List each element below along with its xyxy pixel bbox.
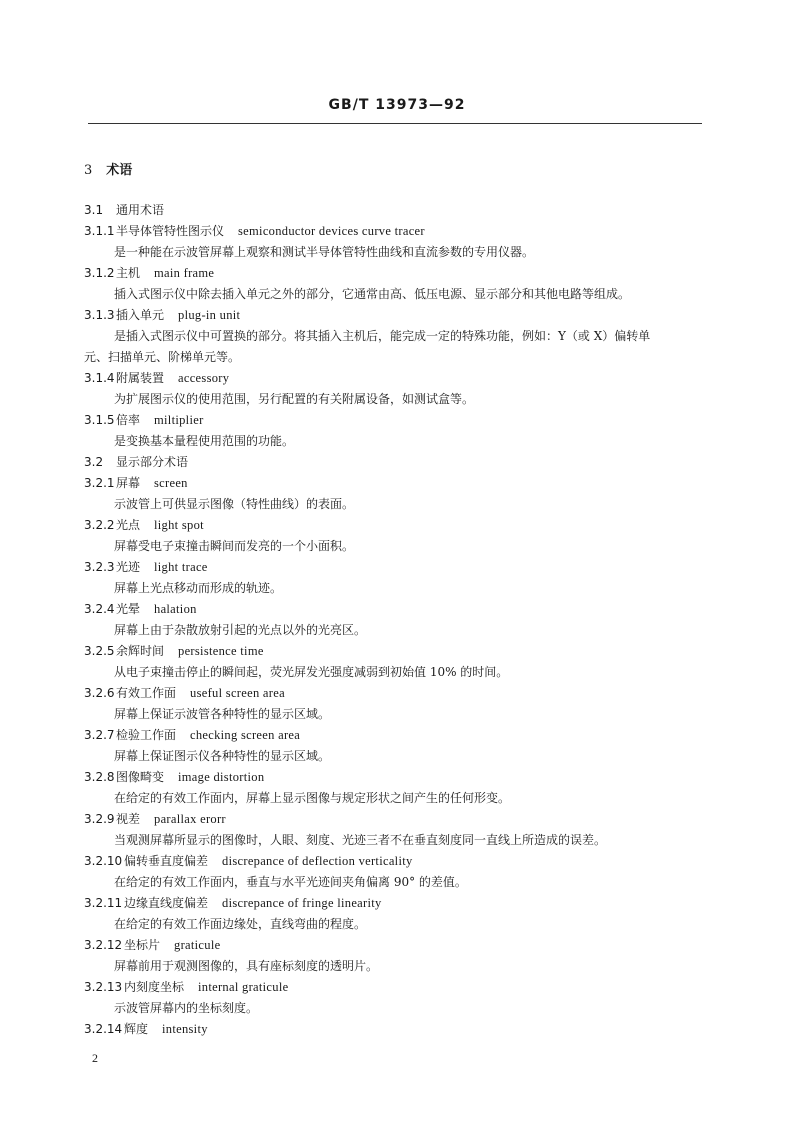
term-line	[84, 221, 706, 242]
term-number: 3.1	[84, 203, 104, 217]
term-number: 3.2.6	[84, 686, 115, 700]
term-chinese: 图像畸变	[116, 770, 165, 784]
term-number: 3.2	[84, 455, 104, 469]
term-definition: 屏幕上由于杂散放射引起的光点以外的光亮区。	[114, 623, 367, 637]
term-entry	[84, 368, 706, 410]
term-chinese: 边缘直线度偏差	[124, 896, 209, 910]
term-entry	[84, 452, 706, 473]
term-line	[84, 368, 706, 389]
term-english: accessory	[178, 371, 230, 385]
term-english: discrepance of deflection verticality	[222, 854, 413, 868]
term-line	[84, 410, 706, 431]
term-line	[84, 452, 706, 473]
term-number: 3.2.12	[84, 938, 123, 952]
term-definition: 插入式图示仪中除去插入单元之外的部分，它通常由高、低压电源、显示部分和其他电路等组成。	[114, 287, 631, 301]
term-definition: 当观测屏幕所显示的图像时，人眼、刻度、光迹三者不在垂直刻度同一直线上所造成的误差。	[114, 833, 607, 847]
term-line	[84, 1019, 706, 1040]
term-english: halation	[154, 602, 197, 616]
term-entry	[84, 599, 706, 641]
term-definition: 屏幕前用于观测图像的，具有座标刻度的透明片。	[114, 959, 379, 973]
term-chinese: 插入单元	[116, 308, 165, 322]
term-number: 3.2.3	[84, 560, 115, 574]
term-line	[84, 200, 706, 221]
term-entry	[84, 305, 706, 368]
term-entry	[84, 200, 706, 221]
term-entry	[84, 809, 706, 851]
term-entry	[84, 515, 706, 557]
term-chinese: 主机	[116, 266, 141, 280]
term-entry	[84, 1019, 706, 1040]
term-english: intensity	[162, 1022, 208, 1036]
term-chinese: 坐标片	[124, 938, 161, 952]
term-chinese: 半导体管特性图示仪	[116, 224, 225, 238]
term-english: image distortion	[178, 770, 265, 784]
term-line	[84, 809, 706, 830]
term-chinese: 通用术语	[116, 203, 165, 217]
term-line	[84, 515, 706, 536]
term-line	[84, 851, 706, 872]
section-title: 术语	[106, 163, 133, 178]
term-english: internal graticule	[198, 980, 289, 994]
term-line	[84, 935, 706, 956]
term-line	[84, 599, 706, 620]
term-chinese: 偏转垂直度偏差	[124, 854, 209, 868]
term-number: 3.2.8	[84, 770, 115, 784]
term-chinese: 有效工作面	[116, 686, 177, 700]
term-number: 3.1.1	[84, 224, 115, 238]
term-english: useful screen area	[190, 686, 285, 700]
term-entry	[84, 683, 706, 725]
standard-header: GB/T 13973—92	[328, 97, 466, 113]
term-chinese: 视差	[116, 812, 141, 826]
term-english: semiconductor devices curve tracer	[238, 224, 425, 238]
term-number: 3.1.3	[84, 308, 115, 322]
term-line	[84, 263, 706, 284]
term-number: 3.1.4	[84, 371, 115, 385]
term-entry	[84, 935, 706, 977]
section-heading	[84, 159, 132, 178]
term-number: 3.2.5	[84, 644, 115, 658]
term-chinese: 附属装置	[116, 371, 165, 385]
term-definition: 屏幕上光点移动而形成的轨迹。	[114, 581, 283, 595]
term-english: main frame	[154, 266, 215, 280]
term-entry	[84, 977, 706, 1019]
term-definition: 示波管上可供显示图像（特性曲线）的表面。	[114, 497, 355, 511]
term-english: parallax erorr	[154, 812, 226, 826]
term-line	[84, 683, 706, 704]
term-number: 3.1.2	[84, 266, 115, 280]
term-definition: 在给定的有效工作面内，垂直与水平光迹间夹角偏离 90° 的差值。	[114, 875, 467, 889]
term-list	[84, 200, 706, 1040]
term-number: 3.2.1	[84, 476, 115, 490]
term-english: discrepance of fringe linearity	[222, 896, 382, 910]
term-line	[84, 305, 706, 326]
term-number: 3.2.13	[84, 980, 123, 994]
term-entry	[84, 410, 706, 452]
term-english: light trace	[154, 560, 208, 574]
term-entry	[84, 473, 706, 515]
term-entry	[84, 725, 706, 767]
term-definition: 屏幕受电子束撞击瞬间而发亮的一个小面积。	[114, 539, 355, 553]
term-definition: 示波管屏幕内的坐标刻度。	[114, 1001, 259, 1015]
term-english: light spot	[154, 518, 204, 532]
term-chinese: 光晕	[116, 602, 141, 616]
page-number: 2	[92, 1051, 98, 1065]
term-english: plug-in unit	[178, 308, 241, 322]
term-chinese: 辉度	[124, 1022, 149, 1036]
term-line	[84, 725, 706, 746]
term-number: 3.2.11	[84, 896, 123, 910]
term-chinese: 显示部分术语	[116, 455, 189, 469]
term-definition: 屏幕上保证示波管各种特性的显示区域。	[114, 707, 331, 721]
term-chinese: 光点	[116, 518, 141, 532]
term-entry	[84, 893, 706, 935]
term-definition: 屏幕上保证图示仪各种特性的显示区域。	[114, 749, 331, 763]
term-chinese: 内刻度坐标	[124, 980, 185, 994]
term-number: 3.2.7	[84, 728, 115, 742]
term-line	[84, 641, 706, 662]
term-number: 3.2.14	[84, 1022, 123, 1036]
section-number: 3	[84, 163, 93, 178]
term-chinese: 检验工作面	[116, 728, 177, 742]
term-entry	[84, 221, 706, 263]
term-line	[84, 557, 706, 578]
term-line	[84, 893, 706, 914]
term-definition: 为扩展图示仪的使用范围，另行配置的有关附属设备，如测试盒等。	[114, 392, 475, 406]
term-definition: 在给定的有效工作面内，屏幕上显示图像与规定形状之间产生的任何形变。	[114, 791, 511, 805]
term-line	[84, 767, 706, 788]
term-english: screen	[154, 476, 188, 490]
term-english: graticule	[174, 938, 221, 952]
term-entry	[84, 263, 706, 305]
term-chinese: 屏幕	[116, 476, 141, 490]
term-number: 3.2.2	[84, 518, 115, 532]
term-line	[84, 977, 706, 998]
term-english: checking screen area	[190, 728, 301, 742]
term-number: 3.1.5	[84, 413, 115, 427]
term-chinese: 光迹	[116, 560, 141, 574]
header-rule	[88, 123, 702, 124]
term-line	[84, 473, 706, 494]
term-english: persistence time	[178, 644, 264, 658]
term-number: 3.2.10	[84, 854, 123, 868]
term-definition: 从电子束撞击停止的瞬间起，荧光屏发光强度减弱到初始值 10% 的时间。	[114, 665, 509, 679]
term-definition-continued: 元、扫描单元、阶梯单元等。	[84, 350, 241, 364]
term-english: miltiplier	[154, 413, 204, 427]
term-definition: 是插入式图示仪中可置换的部分。将其插入主机后，能完成一定的特殊功能，例如：Y（或 X）偏转单	[114, 329, 651, 343]
term-definition: 是变换基本量程使用范围的功能。	[114, 434, 295, 448]
term-entry	[84, 641, 706, 683]
term-entry	[84, 851, 706, 893]
term-chinese: 倍率	[116, 413, 141, 427]
term-number: 3.2.4	[84, 602, 115, 616]
term-number: 3.2.9	[84, 812, 115, 826]
term-definition: 在给定的有效工作面边缘处，直线弯曲的程度。	[114, 917, 367, 931]
term-entry	[84, 767, 706, 809]
term-entry	[84, 557, 706, 599]
term-definition: 是一种能在示波管屏幕上观察和测试半导体管特性曲线和直流参数的专用仪器。	[114, 245, 535, 259]
term-chinese: 余辉时间	[116, 644, 165, 658]
